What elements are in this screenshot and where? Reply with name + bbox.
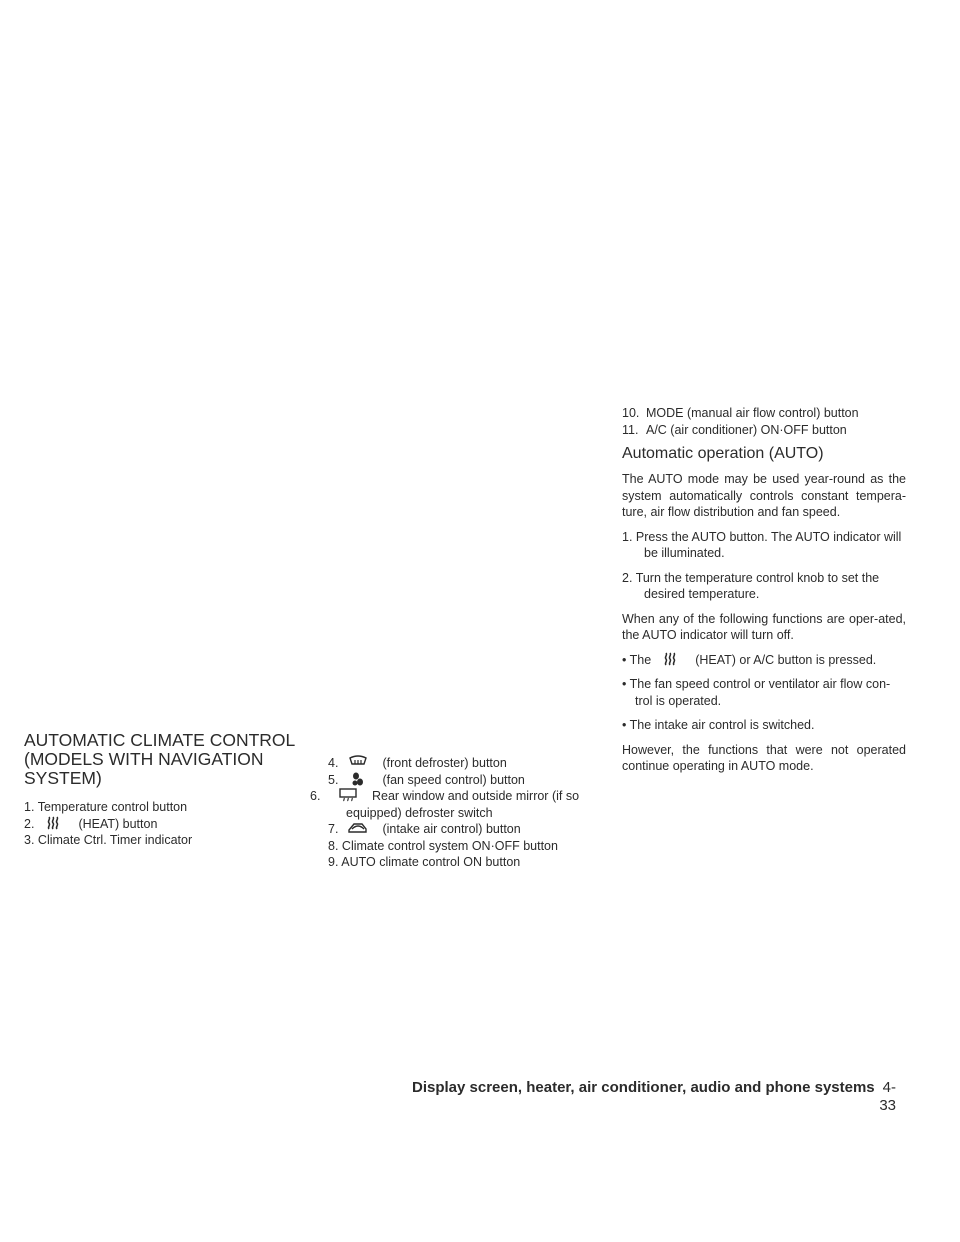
rear-defroster-icon: [338, 788, 358, 802]
list-item: 9. AUTO climate control ON button: [328, 855, 521, 869]
list-item: 7. (intake air control) button: [328, 822, 521, 836]
heat-icon: [44, 816, 64, 830]
auto-heading: Automatic operation (AUTO): [622, 445, 824, 462]
heat-icon: [661, 652, 681, 666]
middle-column: [310, 755, 608, 871]
section-heading: AUTOMATIC CLIMATE CONTROL (MODELS WITH NAVIGATION SYSTEM): [24, 730, 295, 788]
list-item: 4. (front defroster) button: [328, 756, 507, 770]
list-item: 1. Temperature control button: [24, 800, 188, 814]
page-footer: [396, 1079, 896, 1115]
bullet-item: • The fan speed control or ventilator air flow con-trol is operated.: [622, 677, 891, 708]
list-item: 6. Rear window and outside mirror (if so equipped) defroster switch: [310, 789, 580, 820]
list-item: 2. (HEAT) button: [24, 816, 158, 831]
page-number: 4-33: [879, 1079, 896, 1114]
front-defroster-icon: [348, 755, 368, 769]
list-item: 8. Climate control system ON·OFF button: [328, 838, 558, 853]
list-item: 11. A/C (air conditioner) ON·OFF button: [622, 422, 847, 437]
right-column: [622, 405, 906, 783]
step-item: 2. Turn the temperature control knob to set the desired temperature.: [622, 570, 880, 601]
intake-air-icon: [348, 821, 368, 835]
auto-intro: The AUTO mode may be used year-round as the system automatically controls constant tempera-ture, air flow distribution and fan speed.: [622, 472, 906, 519]
list-item: 5. (fan speed control) button: [328, 772, 525, 787]
left-column: [24, 731, 304, 849]
list-item: 10. MODE (manual air flow control) button: [622, 406, 859, 420]
step-item: 1. Press the AUTO button. The AUTO indicator will be illuminated.: [622, 529, 902, 560]
footer-title: Display screen, heater, air conditioner, audio and phone systems: [412, 1079, 875, 1096]
auto-when: When any of the following functions are oper-ated, the AUTO indicator will turn off.: [622, 611, 906, 642]
bullet-item: • The (HEAT) or A/C button is pressed.: [622, 652, 877, 667]
fan-icon: [348, 772, 368, 786]
list-item: 3. Climate Ctrl. Timer indicator: [24, 833, 193, 847]
bullet-item: • The intake air control is switched.: [622, 718, 815, 732]
auto-closing: However, the functions that were not operated continue operating in AUTO mode.: [622, 742, 906, 773]
